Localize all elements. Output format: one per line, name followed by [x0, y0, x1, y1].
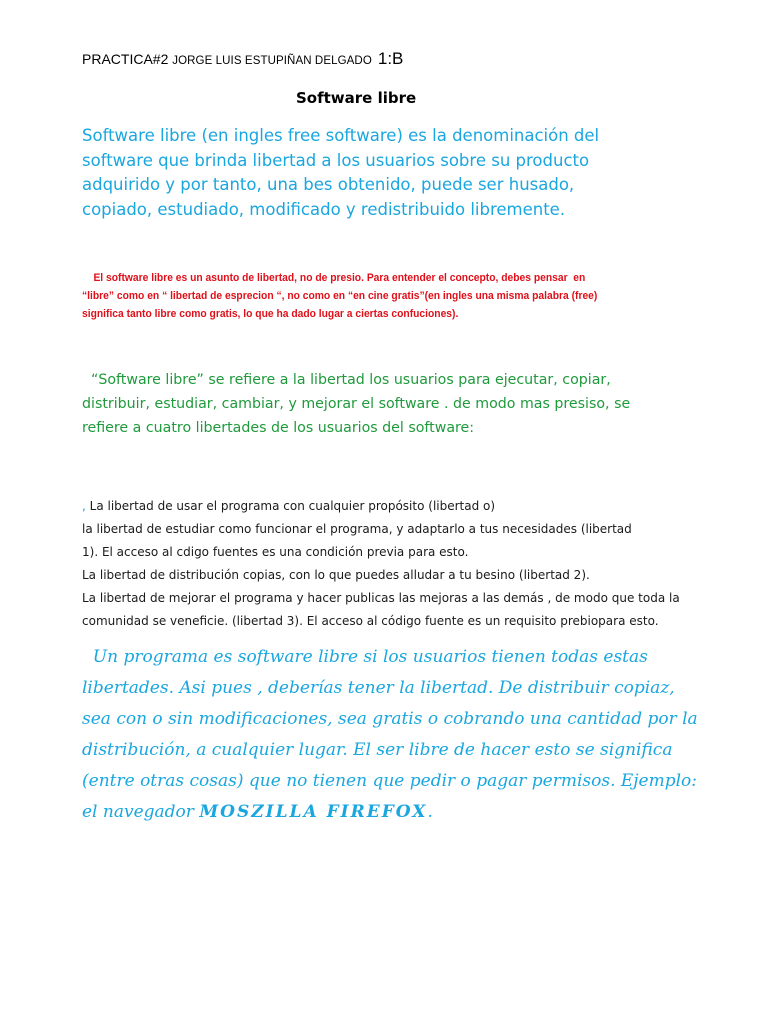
intro-line: copiado, estudiado, modificado y redistribuido libremente. [82, 199, 566, 219]
freedom-item: comunidad se veneficie. (libertad 3). El acceso al código fuente es un requisito prebiopara esto. [82, 614, 659, 628]
freedom-item: la libertad de estudiar como funcionar el programa, y adaptarlo a tus necesidades (libertad [82, 522, 632, 536]
document-title: Software libre [296, 89, 417, 107]
closing-paragraph [82, 642, 742, 828]
closing-line: sea con o sin modificaciones, sea gratis o cobrando una cantidad por la [82, 709, 698, 729]
intro-paragraph [82, 124, 682, 222]
freedom-item: La libertad de mejorar el programa y hacer publicas las mejoras a las demás , de modo que toda la [82, 591, 680, 605]
student-name: JORGE LUIS ESTUPIÑAN DELGADO [172, 55, 372, 67]
freedom-item [82, 495, 722, 518]
practice-header [82, 49, 403, 69]
definition-line: refiere a cuatro libertades de los usuarios del software: [82, 420, 475, 436]
intro-line: Software libre (en ingles free software) es la denominación del [82, 126, 600, 145]
closing-line: distribución, a cualquier lugar. El ser libre de hacer esto se significa [82, 740, 673, 760]
closing-line: Un programa es software libre si los usuarios tienen todas estas [82, 647, 648, 667]
intro-line: adquirido y por tanto, una bes obtenido, puede ser husado, [82, 175, 575, 194]
freedom-item: La libertad de distribución copias, con lo que puedes alludar a tu besino (libertad 2). [82, 568, 590, 582]
closing-prefix: el navegador [82, 802, 200, 822]
closing-suffix: . [427, 802, 433, 822]
note-line: significa tanto libre como gratis, lo que ha dado lugar a ciertas confuciones). [82, 308, 459, 320]
product-name: MOSZILLA FIREFOX [199, 802, 428, 822]
practice-number: PRACTICA#2 [82, 51, 173, 67]
note-line: El software libre es un asunto de libertad, no de presio. Para entender el concepto, debes pensar en [82, 272, 586, 284]
freedoms-list [82, 495, 722, 633]
freedom-item: 1). El acceso al cdigo fuentes es una condición previa para esto. [82, 545, 469, 559]
group-label: 1:B [377, 49, 404, 68]
freedom-note-paragraph [82, 269, 671, 323]
closing-line: (entre otras cosas) que no tienen que pedir o pagar permisos. Ejemplo: [82, 771, 698, 791]
definition-paragraph [82, 368, 722, 440]
intro-line: software que brinda libertad a los usuarios sobre su producto [82, 150, 590, 170]
closing-last-line [82, 797, 742, 828]
definition-line: “Software libre” se refiere a la libertad los usuarios para ejecutar, copiar, [82, 372, 611, 388]
lead-comma: , [82, 499, 86, 513]
closing-line: libertades. Asi pues , deberías tener la libertad. De distribuir copiaz, [82, 678, 675, 698]
note-line: “libre” como en “ libertad de esprecion “, no como en “en cine gratis”(en ingles una misma palabra (free) [82, 290, 598, 302]
freedom-text: La libertad de usar el programa con cualquier propósito (libertad o) [85, 499, 496, 513]
definition-line: distribuir, estudiar, cambiar, y mejorar el software . de modo mas presiso, se [82, 396, 631, 412]
